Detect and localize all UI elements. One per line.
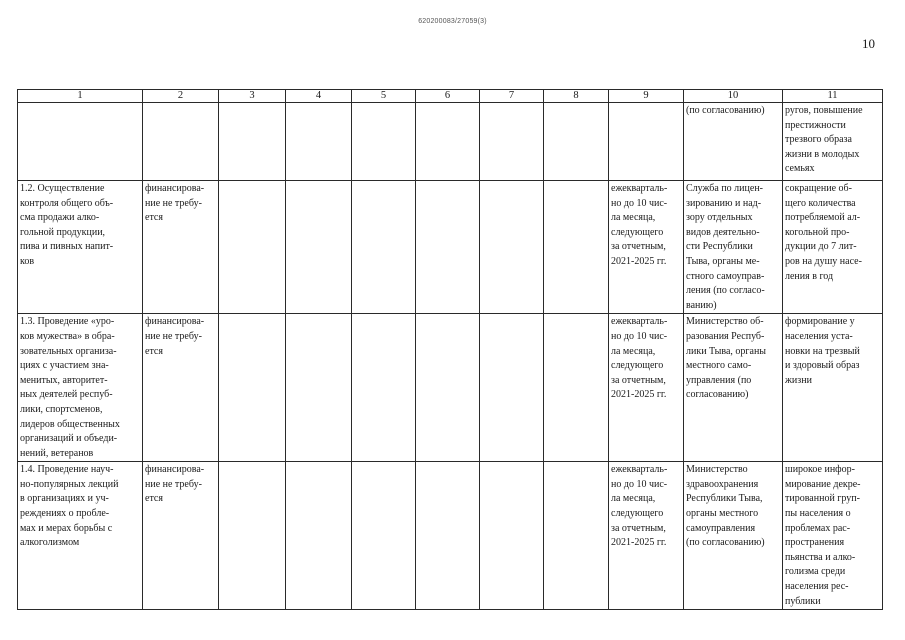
- deadline-cell: ежекварталь- но до 10 чис- ла месяца, следующего за отчетным, 2021-2025 гг.: [609, 314, 684, 462]
- empty-cell: [286, 181, 352, 314]
- empty-cell: [480, 103, 544, 181]
- funding-cell: финансирова- ние не требу- ется: [143, 181, 219, 314]
- deadline-cell: ежекварталь- но до 10 чис- ла месяца, следующего за отчетным, 2021-2025 гг.: [609, 181, 684, 314]
- empty-cell: [416, 462, 480, 610]
- measures-table: [17, 89, 883, 610]
- empty-cell: [544, 462, 609, 610]
- empty-cell: [219, 314, 286, 462]
- measure-cell: 1.2. Осуществление контроля общего объ- сма продажи алко- гольной продукции, пива и пивных напит- ков: [18, 181, 143, 314]
- column-header: 11: [783, 90, 883, 103]
- column-header: 3: [219, 90, 286, 103]
- result-cell: широкое инфор- мирование декре- тированной груп- пы населения о проблемах рас- пространения пьянства и алко- голизма среди населения рес- публики: [783, 462, 883, 610]
- empty-cell: [416, 103, 480, 181]
- measure-cell: [18, 103, 143, 181]
- column-header: 6: [416, 90, 480, 103]
- column-header: 1: [18, 90, 143, 103]
- column-header: 5: [352, 90, 416, 103]
- empty-cell: [219, 103, 286, 181]
- deadline-cell: ежекварталь- но до 10 чис- ла месяца, следующего за отчетным, 2021-2025 гг.: [609, 462, 684, 610]
- empty-cell: [286, 314, 352, 462]
- empty-cell: [544, 314, 609, 462]
- funding-cell: финансирова- ние не требу- ется: [143, 462, 219, 610]
- table-row: [18, 314, 883, 462]
- table-row: [18, 181, 883, 314]
- table-row: [18, 462, 883, 610]
- result-cell: ругов, повышение престижности трезвого образа жизни в молодых семьях: [783, 103, 883, 181]
- responsible-cell: (по согласованию): [684, 103, 783, 181]
- funding-cell: [143, 103, 219, 181]
- empty-cell: [352, 181, 416, 314]
- measure-cell: 1.4. Проведение науч- но-популярных лекций в организациях и уч- реждениях о пробле- мах и мерах борьбы с алкоголизмом: [18, 462, 143, 610]
- empty-cell: [219, 181, 286, 314]
- column-header: 9: [609, 90, 684, 103]
- empty-cell: [480, 462, 544, 610]
- empty-cell: [544, 103, 609, 181]
- column-header: 2: [143, 90, 219, 103]
- table-row: [18, 103, 883, 181]
- page-number: 10: [862, 36, 875, 51]
- column-header: 7: [480, 90, 544, 103]
- empty-cell: [286, 462, 352, 610]
- column-header: 4: [286, 90, 352, 103]
- empty-cell: [416, 314, 480, 462]
- header-row: [18, 90, 883, 103]
- empty-cell: [416, 181, 480, 314]
- funding-cell: финансирова- ние не требу- ется: [143, 314, 219, 462]
- measure-cell: 1.3. Проведение «уро- ков мужества» в обра- зовательных организа- циях с участием зна- менитых, авторитет- ных деятелей респуб- лики, спортсменов, лидеров общественных организаций и объеди- нений, ветеранов: [18, 314, 143, 462]
- responsible-cell: Министерство здравоохранения Республики Тыва, органы местного самоуправления (по согласованию): [684, 462, 783, 610]
- empty-cell: [219, 462, 286, 610]
- responsible-cell: Министерство об- разования Респуб- лики Тыва, органы местного само- управления (по согласованию): [684, 314, 783, 462]
- column-header: 10: [684, 90, 783, 103]
- document-id: 620200083/27059(3): [418, 18, 487, 25]
- result-cell: формирование у населения уста- новки на трезвый и здоровый образ жизни: [783, 314, 883, 462]
- empty-cell: [352, 462, 416, 610]
- empty-cell: [352, 103, 416, 181]
- column-header: 8: [544, 90, 609, 103]
- empty-cell: [286, 103, 352, 181]
- responsible-cell: Служба по лицен- зированию и над- зору отдельных видов деятельно- сти Республики Тыва, органы ме- стного самоуправ- ления (по согласо- ванию): [684, 181, 783, 314]
- empty-cell: [352, 314, 416, 462]
- empty-cell: [480, 314, 544, 462]
- deadline-cell: [609, 103, 684, 181]
- empty-cell: [480, 181, 544, 314]
- empty-cell: [544, 181, 609, 314]
- result-cell: сокращение об- щего количества потребляемой ал- когольной про- дукции до 7 лит- ров на душу насе- ления в год: [783, 181, 883, 314]
